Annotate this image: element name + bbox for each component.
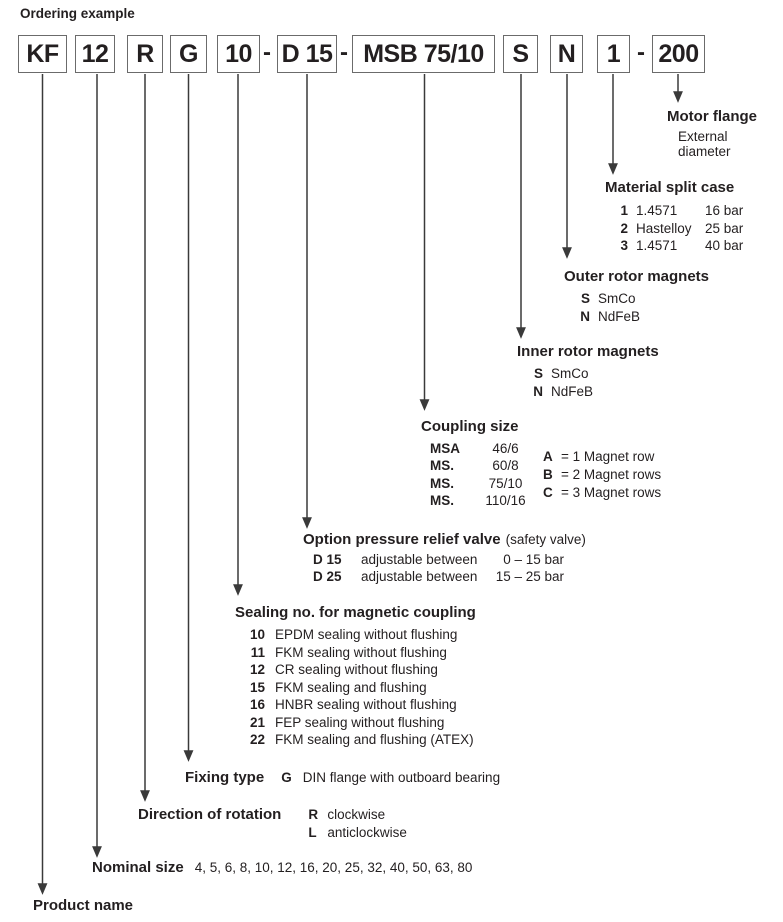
magnet-row-legend [543,448,661,501]
sealing-desc: HNBR sealing without flushing [275,697,457,712]
sealing-row [245,661,476,679]
material-name: 1.4571 [636,238,678,254]
product-name-title: Product name [33,897,134,914]
legend-value: = 1 Magnet row [561,449,655,464]
magnet-material: SmCo [598,291,636,306]
legend-value: = 2 Magnet rows [561,466,662,482]
rotation-code: L [308,824,317,840]
rotation-title: Direction of rotation [138,806,282,823]
sealing-desc: EPDM sealing without flushing [275,627,458,642]
material-split-case-title: Material split case [605,179,735,196]
sealing-desc: FKM sealing and flushing [275,679,427,695]
coupling-value: 60/8 [492,458,519,474]
code-box-material-case: 1 [597,35,630,73]
sealing-desc: CR sealing without flushing [275,662,438,677]
relief-valve-note: (safety valve) [505,532,586,547]
code-separator: - [637,39,645,66]
legend-code: B [543,466,553,482]
material-name: Hastelloy [636,220,692,236]
magnet-material: NdFeB [598,308,641,324]
legend-code: A [543,449,553,464]
magnet-material: NdFeB [551,383,594,399]
section-direction-of-rotation [138,806,407,841]
coupling-value: 75/10 [488,475,523,491]
section-coupling-size [421,418,535,509]
sealing-desc: FKM sealing without flushing [275,644,447,660]
code-box-rotation: R [127,35,163,73]
outer-rotor-title: Outer rotor magnets [564,268,710,285]
section-fixing-type [185,769,500,786]
rotation-value: anticlockwise [327,824,407,840]
code-box-nominal-size: 12 [75,35,115,73]
material-row [612,237,755,255]
code-box-outer-magnets: N [550,35,583,73]
coupling-row [430,475,535,492]
section-motor-flange [667,108,757,159]
magnet-code: N [533,383,543,399]
coupling-row [430,457,535,474]
magnet-row [529,383,659,401]
legend-code: C [543,484,553,500]
coupling-code: MSA [430,441,460,456]
code-box-motor-flange: 200 [652,35,705,73]
material-pressure: 16 bar [705,203,744,218]
section-sealing [235,604,476,749]
arrow-nominal-size-icon [93,74,101,856]
sealing-row [245,644,476,662]
legend-row [543,466,661,484]
rotation-value: clockwise [327,807,386,822]
rotation-code: R [308,807,319,822]
nominal-size-values: 4, 5, 6, 8, 10, 12, 16, 20, 25, 32, 40, 50, 63, 80 [194,860,473,875]
arrow-inner-magnets-icon [517,74,525,337]
arrow-rotation-icon [141,74,149,800]
valve-range: 15 – 25 bar [495,568,564,584]
section-inner-rotor-magnets [517,343,659,400]
valve-code: D 15 [313,552,342,567]
code-box-product-name: KF [18,35,67,73]
sealing-title: Sealing no. for magnetic coupling [235,604,476,621]
magnet-row [576,308,709,326]
code-box-inner-magnets: S [503,35,538,73]
coupling-value: 46/6 [492,441,519,456]
section-pressure-relief-valve [303,531,586,586]
rotation-row [308,824,407,842]
valve-text: adjustable between [361,568,478,584]
material-name: 1.4571 [636,203,678,218]
valve-row [313,569,586,586]
fixing-type-code: G [281,770,292,785]
sealing-code: 12 [249,662,265,677]
motor-flange-subtitle-line1: External [678,129,728,144]
sealing-desc: FKM sealing and flushing (ATEX) [275,732,474,747]
section-outer-rotor-magnets [564,268,709,325]
coupling-size-title: Coupling size [421,418,519,435]
material-row [612,220,755,238]
legend-row [543,484,661,502]
sealing-row [245,626,476,644]
material-pressure: 25 bar [705,220,744,236]
code-separator: - [340,39,348,66]
coupling-row [430,492,535,509]
arrow-coupling-size-icon [421,74,429,409]
code-box-fixing-type: G [170,35,207,73]
arrow-product-name-icon [39,74,47,893]
code-box-sealing: 10 [217,35,260,73]
material-pressure: 40 bar [705,238,744,254]
relief-valve-title: Option pressure relief valve [303,531,501,548]
valve-row [313,552,586,569]
coupling-value: 110/16 [485,492,526,508]
magnet-material: SmCo [551,366,589,381]
code-box-coupling-size: MSB 75/10 [352,35,495,73]
arrow-motor-flange-icon [674,74,682,101]
motor-flange-subtitle-line2: diameter [678,144,731,159]
sealing-code: 15 [249,679,265,695]
sealing-code: 11 [250,644,265,660]
sealing-row [245,679,476,697]
arrow-outer-magnets-icon [563,74,571,257]
motor-flange-title: Motor flange [667,108,757,125]
magnet-row [576,290,709,308]
sealing-row [245,696,476,714]
sealing-code: 22 [249,732,265,747]
magnet-code: N [580,308,590,324]
legend-value: = 3 Magnet rows [561,484,662,500]
arrow-sealing-icon [234,74,242,594]
section-nominal-size [92,859,472,876]
fixing-type-title: Fixing type [185,769,265,786]
coupling-code: MS. [430,458,455,474]
material-code: 2 [620,220,628,236]
magnet-row [529,365,659,383]
arrow-material-case-icon [609,74,617,173]
coupling-code: MS. [430,492,455,508]
arrow-fixing-type-icon [185,74,193,760]
section-product-name [33,897,133,915]
sealing-code: 21 [249,714,265,730]
sealing-code: 16 [249,697,265,712]
valve-range: 0 – 15 bar [503,552,564,567]
material-row [612,202,755,220]
nominal-size-title: Nominal size [92,859,184,876]
page-title: Ordering example [20,6,135,21]
magnet-code: S [580,291,590,306]
valve-text: adjustable between [361,552,478,567]
legend-row [543,448,661,466]
rotation-row [308,806,407,824]
sealing-desc: FEP sealing without flushing [275,714,445,730]
sealing-row [245,714,476,732]
sealing-code: 10 [249,627,265,642]
fixing-type-desc: DIN flange with outboard bearing [302,770,501,785]
code-separator: - [263,39,271,66]
coupling-row [430,440,535,457]
section-material-split-case [602,179,755,255]
sealing-row [245,731,476,749]
valve-code: D 25 [313,568,342,584]
material-code: 3 [620,238,628,254]
code-box-relief-valve: D 15 [277,35,337,73]
coupling-code: MS. [430,475,455,491]
arrow-relief-valve-icon [303,74,311,527]
material-code: 1 [620,203,628,218]
magnet-code: S [533,366,543,381]
inner-rotor-title: Inner rotor magnets [517,343,659,360]
